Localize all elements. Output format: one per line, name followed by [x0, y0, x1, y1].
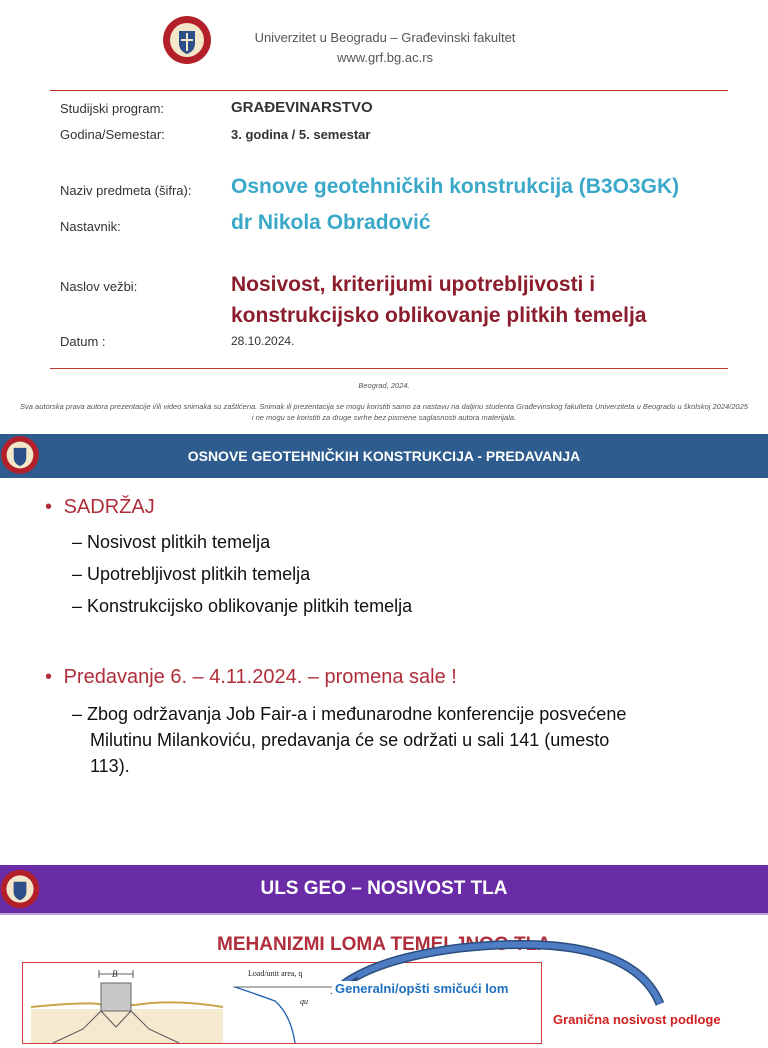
- list-item: – Nosivost plitkih temelja: [72, 532, 271, 552]
- divider-top: [50, 90, 728, 91]
- lecture-title-line2: konstrukcijsko oblikovanje plitkih temelja: [231, 304, 647, 327]
- sadrzaj-heading: SADRŽAJ: [63, 496, 155, 518]
- program-label: Studijski program:: [60, 101, 165, 116]
- copyright-notice: Sva autorska prava autora prezentacije i/ili video snimaka su zaštićena. Snimak ili prezentacija se mogu koristiti samo za nastavu na daljinu studenta Građevinskog fakulteta Univerziteta u Beogradu u školskoj 2024/2025 i ne mogu se koristiti za druge svrhe bez pismene saglasnosti autora materijala.: [20, 402, 748, 422]
- slide2-header: OSNOVE GEOTEHNIČKIH KONSTRUKCIJA - PREDAVANJA: [0, 434, 768, 478]
- place-year: Beograd, 2024.: [358, 381, 410, 390]
- lecture-change-heading: Predavanje 6. – 4.11.2024. – promena sale !: [63, 666, 457, 688]
- note-line: – Zbog održavanja Job Fair-a i međunarodne konferencije posvećene: [72, 704, 627, 724]
- university-seal-icon: [0, 866, 40, 912]
- note-line: 113).: [90, 756, 130, 776]
- bearing-capacity-label: Granična nosivost podloge: [553, 1012, 721, 1027]
- note-line: Milutinu Milankoviću, predavanja će se održati u sali 141 (umesto: [90, 730, 610, 750]
- title-label: Naslov vežbi:: [60, 279, 138, 294]
- divider-bottom: [50, 368, 728, 369]
- teacher-label: Nastavnik:: [60, 219, 121, 234]
- general-shear-failure-label: Generalni/opšti smičući lom: [332, 981, 511, 996]
- year-value: 3. godina / 5. semestar: [231, 127, 371, 142]
- bullet-dot-icon: •: [45, 496, 53, 518]
- curved-arrow-icon: [300, 930, 680, 1024]
- lecture-change-bullet: [45, 666, 457, 689]
- teacher-value: dr Nikola Obradović: [231, 211, 431, 234]
- university-seal-icon: [162, 12, 212, 68]
- list-item: – Upotrebljivost plitkih temelja: [72, 564, 311, 584]
- fig-b-label: B: [112, 969, 118, 979]
- header-underline: [0, 913, 768, 915]
- sadrzaj-bullet: [45, 496, 155, 519]
- university-seal-icon: [0, 433, 40, 477]
- fig-qu-label: qu: [300, 997, 308, 1006]
- year-label: Godina/Semestar:: [60, 127, 165, 142]
- bullet-dot-icon: •: [45, 666, 53, 688]
- date-value: 28.10.2024.: [231, 334, 295, 348]
- fig-load-label: Load/unit area, q: [248, 969, 303, 978]
- lecture-title-line1: Nosivost, kriterijumi upotrebljivosti i: [231, 273, 596, 296]
- university-website[interactable]: www.grf.bg.ac.rs: [336, 50, 434, 65]
- course-label: Naziv predmeta (šifra):: [60, 183, 192, 198]
- slide3-header: ULS GEO – NOSIVOST TLA: [0, 865, 768, 913]
- program-value: GRAĐEVINARSTVO: [231, 99, 373, 116]
- course-value: Osnove geotehničkih konstrukcija (B3O3GK): [231, 175, 680, 198]
- university-name: Univerzitet u Beogradu – Građevinski fakultet: [254, 30, 516, 45]
- slide3-title: MEHANIZMI LOMA TEMELJNOG TLA: [217, 934, 551, 955]
- date-label: Datum :: [60, 334, 106, 349]
- list-item: – Konstrukcijsko oblikovanje plitkih temelja: [72, 596, 413, 616]
